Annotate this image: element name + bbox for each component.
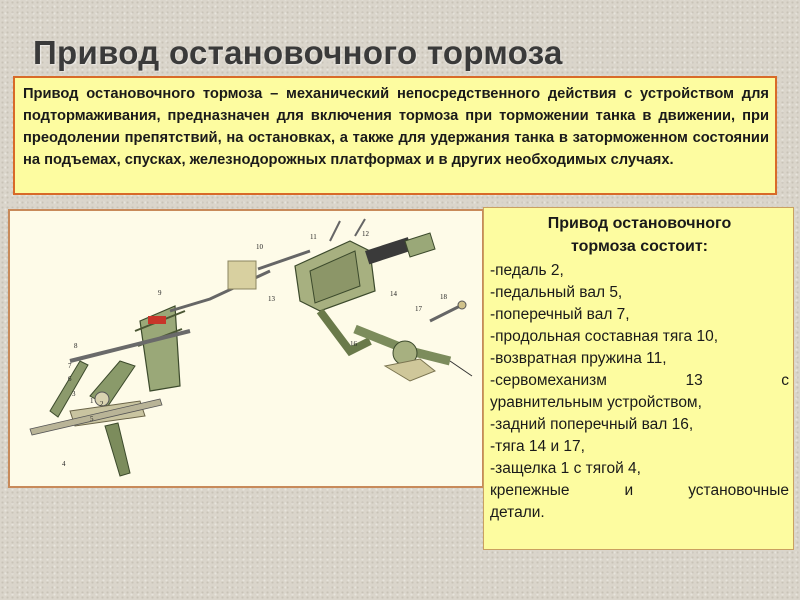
- component-item: -педальный вал 5,: [490, 284, 623, 301]
- label-10: 10: [256, 243, 263, 251]
- intro-text-box: [13, 76, 777, 195]
- components-list-box: [483, 207, 794, 550]
- component-item: -защелка 1 с тягой 4,: [490, 460, 641, 477]
- label-17: 17: [415, 305, 422, 313]
- label-6: 6: [68, 375, 72, 383]
- components-title: [490, 212, 789, 258]
- component-item: -возвратная пружина 11,: [490, 350, 667, 367]
- components-title-line1: Привод остановочного: [547, 215, 732, 232]
- label-12: 12: [362, 230, 369, 238]
- intro-text: Привод остановочного тормоза – механический непосредственного действия с устройством для подтормаживания, предназначен для включения тормоза при торможении танка в движении, при преодолении препятствий, на остановках, а также для удержания танка в заторможенном состоянии на подъемах, спусках, железнодорожных платформах и в других необходимых случаях.: [23, 86, 769, 168]
- slide-title: Привод остановочного тормоза: [33, 34, 563, 71]
- label-14: 14: [390, 290, 397, 298]
- label-8: 8: [74, 342, 78, 350]
- brake-drive-illustration: [10, 211, 482, 486]
- component-item: детали.: [490, 504, 545, 521]
- component-item: -тяга 14 и 17,: [490, 438, 585, 455]
- component-item: уравнительным устройством,: [490, 394, 702, 411]
- label-11: 11: [310, 233, 317, 241]
- component-item: -поперечный вал 7,: [490, 306, 630, 323]
- pedal-assembly: [30, 306, 190, 476]
- longitudinal-rod: [170, 251, 310, 311]
- components-title-line2: тормоза состоит:: [571, 238, 708, 255]
- component-item: -педаль 2,: [490, 262, 564, 279]
- label-2: 2: [100, 400, 104, 408]
- label-16: 16: [350, 340, 357, 348]
- label-13: 13: [268, 295, 275, 303]
- label-4: 4: [62, 460, 66, 468]
- label-1: 1: [90, 397, 94, 405]
- label-9: 9: [158, 289, 162, 297]
- label-18: 18: [440, 293, 447, 301]
- label-3: 3: [72, 390, 76, 398]
- component-item: -продольная составная тяга 10,: [490, 328, 719, 345]
- component-item: крепежные и установочные: [490, 482, 789, 499]
- label-5: 5: [90, 415, 94, 423]
- component-item: -задний поперечный вал 16,: [490, 416, 694, 433]
- rear-cross-shaft: [355, 301, 472, 381]
- label-7: 7: [68, 362, 72, 370]
- brake-drive-diagram: [8, 209, 484, 488]
- component-item: -сервомеханизм 13 с: [490, 372, 789, 389]
